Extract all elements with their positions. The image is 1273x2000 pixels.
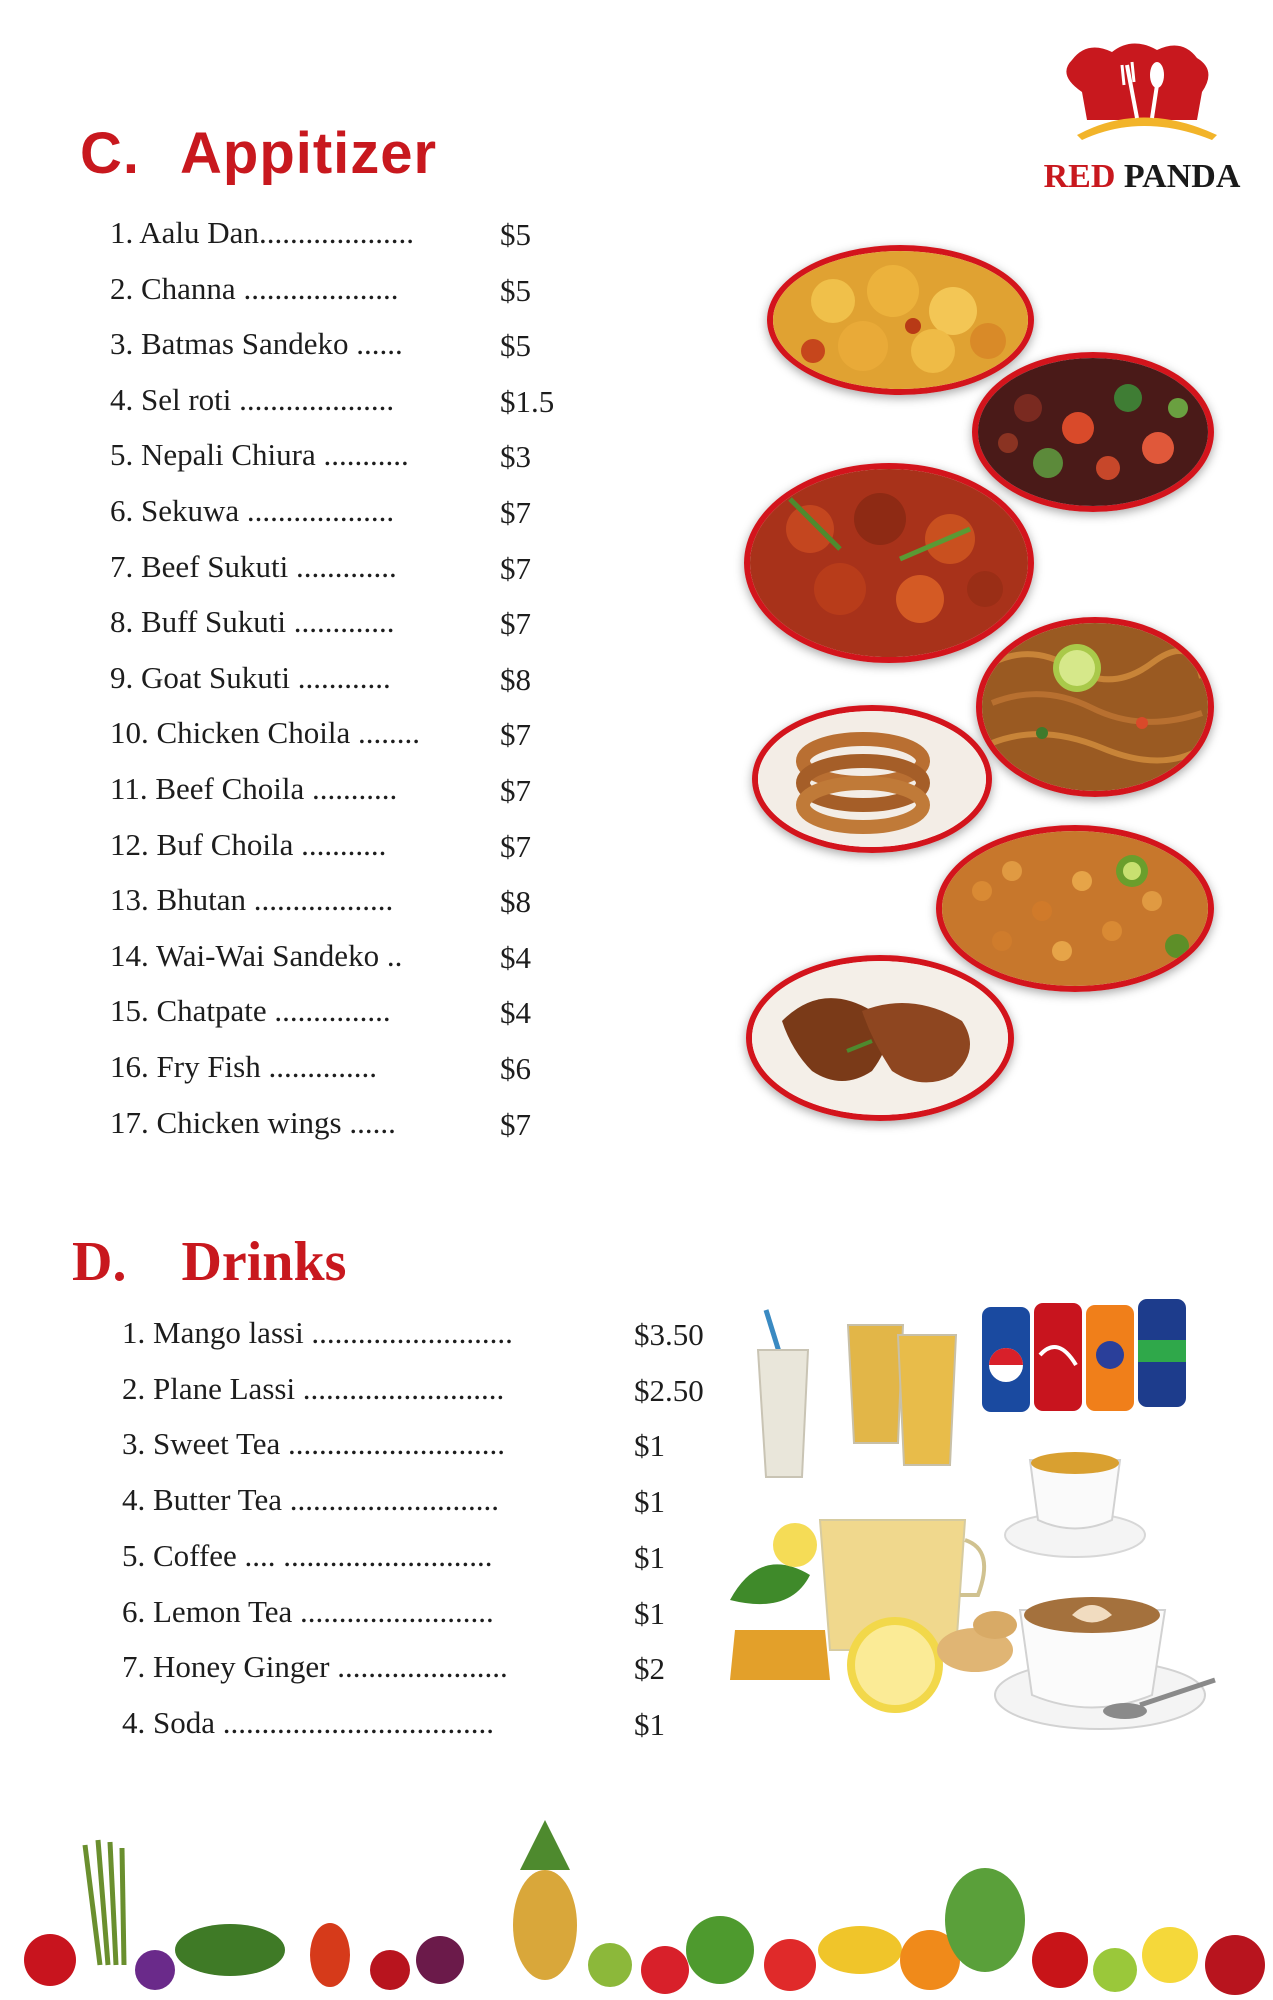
fry-fish-plate	[746, 955, 1014, 1121]
item-price: $2.50	[634, 1372, 704, 1408]
item-price: $5	[500, 328, 531, 364]
item-name: 15. Chatpate ...............	[110, 993, 391, 1029]
item-price: $8	[500, 884, 531, 920]
chana-chatpate-plate	[936, 825, 1214, 992]
item-name: 4. Soda ...................................	[122, 1704, 494, 1740]
item-name: 17. Chicken wings ......	[110, 1104, 396, 1140]
appetizer-title: Appitizer	[180, 121, 438, 186]
aalu-dum-plate	[767, 245, 1034, 395]
item-name: 6. Lemon Tea .........................	[122, 1593, 494, 1629]
item-name: 10. Chicken Choila ........	[110, 715, 420, 751]
item-name: 7. Beef Sukuti .............	[110, 548, 397, 584]
item-name: 9. Goat Sukuti ............	[110, 659, 391, 695]
item-name: 2. Channa ....................	[110, 270, 399, 306]
item-price: $6	[500, 1051, 531, 1086]
item-price: $7	[500, 606, 531, 642]
item-name: 1. Aalu Dan....................	[110, 215, 414, 250]
sel-roti-plate	[752, 705, 992, 853]
item-price: $1	[634, 1706, 665, 1742]
item-name: 5. Nepali Chiura ...........	[110, 437, 409, 473]
sukuti-salad-plate	[972, 352, 1214, 512]
item-name: 2. Plane Lassi ..........................	[122, 1370, 505, 1406]
item-price: $7	[500, 828, 531, 864]
item-name: 8. Buff Sukuti .............	[110, 604, 395, 640]
item-price: $7	[500, 495, 531, 530]
item-name: 11. Beef Choila ...........	[110, 771, 398, 806]
item-price: $1	[634, 1595, 665, 1631]
item-price: $7	[500, 1106, 531, 1142]
item-name: 3. Sweet Tea ............................	[122, 1426, 505, 1462]
item-name: 6. Sekuwa ...................	[110, 493, 395, 528]
item-price: $4	[500, 939, 531, 975]
item-name: 7. Honey Ginger ......................	[122, 1649, 508, 1685]
brand-name-red: RED	[1043, 158, 1116, 195]
item-price: $8	[500, 661, 531, 697]
item-price: $1.5	[500, 383, 555, 419]
item-name: 16. Fry Fish ..............	[110, 1049, 377, 1084]
item-price: $1	[634, 1428, 665, 1464]
item-name: 14. Wai-Wai Sandeko ..	[110, 937, 403, 973]
item-price: $7	[500, 773, 531, 808]
item-name: 4. Sel roti ....................	[110, 381, 395, 417]
item-name: 4. Butter Tea ...........................	[122, 1482, 499, 1518]
item-price: $2	[634, 1651, 665, 1687]
item-price: $3	[500, 439, 531, 475]
item-price: $5	[500, 272, 531, 308]
item-name: 12. Buf Choila ...........	[110, 826, 387, 862]
item-price: $4	[500, 995, 531, 1031]
item-price: $1	[634, 1539, 665, 1575]
wai-wai-sandeko-plate	[976, 617, 1214, 797]
item-price: $7	[500, 717, 531, 753]
item-price: $7	[500, 550, 531, 586]
item-price: $3.50	[634, 1317, 704, 1352]
drinks-letter: D.	[72, 1231, 127, 1293]
drinks-title: Drinks	[181, 1231, 347, 1293]
vegetable-border	[0, 1800, 1273, 2000]
brand-name-dark: PANDA	[1123, 158, 1241, 195]
item-name: 13. Bhutan ..................	[110, 882, 394, 918]
red-panda-logo	[1032, 40, 1252, 200]
chilli-chicken-plate	[744, 463, 1034, 663]
item-name: 5. Coffee .... ...........................	[122, 1537, 493, 1573]
item-price: $1	[634, 1484, 665, 1520]
brand-name	[1032, 158, 1252, 196]
item-name: 3. Batmas Sandeko ......	[110, 326, 403, 362]
chef-hat-icon	[1032, 40, 1252, 160]
appetizer-heading	[80, 120, 437, 187]
appetizer-letter: C.	[80, 121, 140, 186]
item-price: $5	[500, 217, 531, 252]
drinks-collage	[720, 1295, 1220, 1775]
item-name: 1. Mango lassi ..........................	[122, 1315, 513, 1350]
drinks-heading	[72, 1230, 346, 1294]
